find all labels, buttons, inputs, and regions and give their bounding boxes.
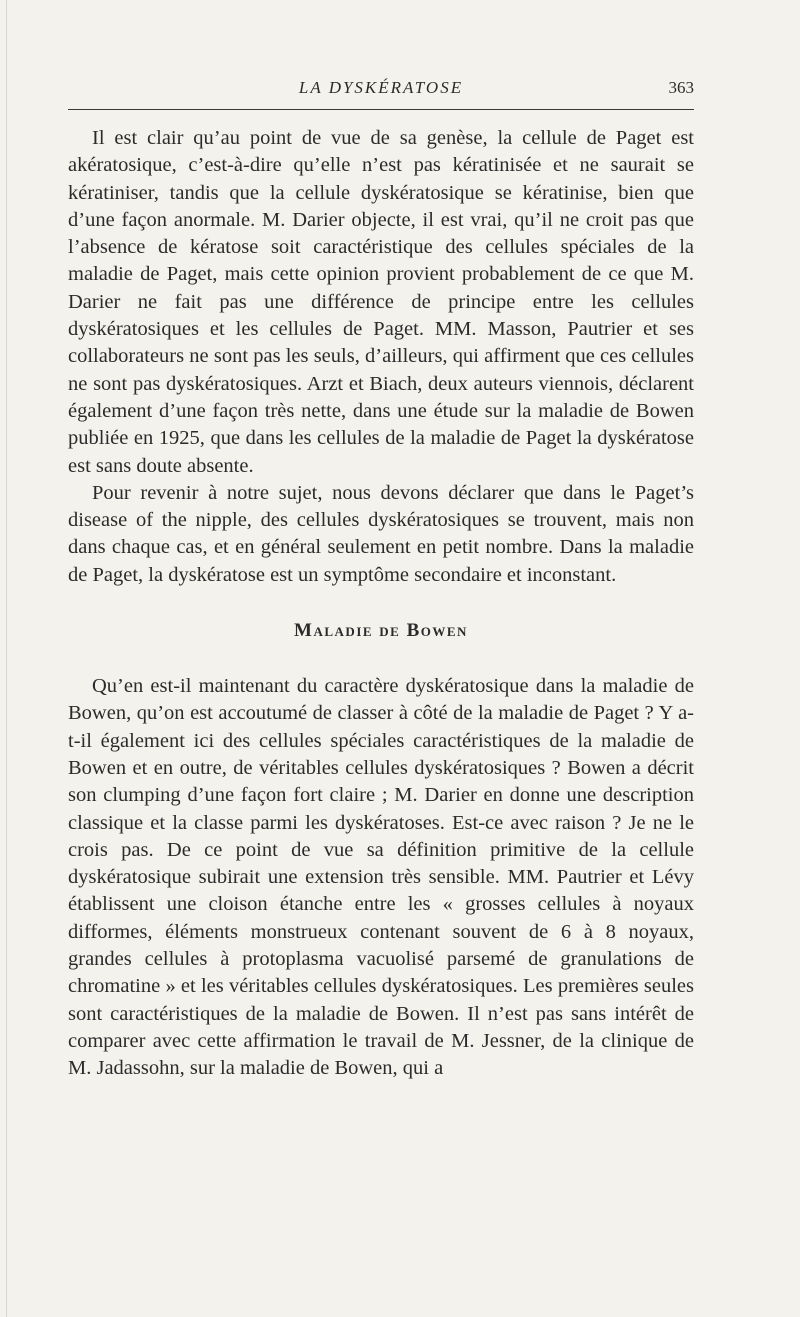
page-number: 363 bbox=[668, 78, 694, 97]
running-title: LA DYSKÉRATOSE bbox=[298, 78, 464, 97]
section-heading: Maladie de Bowen bbox=[294, 620, 468, 642]
paragraph: Qu’en est-il maintenant du caractère dyskératosique dans la maladie de Bowen, qu’on est accoutumé de classer à côté de la maladie de Paget ? Y a-t-il également ici des cellules spéciales caractéristiques de la maladie de Bowen et en outre, de véritables cellules dyskératosiques ? Bowen a décrit son clumping d’une façon fort claire ; M. Darier en donne une description classique et la classe parmi les dyskératoses. Est-ce avec raison ? Je ne le crois pas. De ce point de vue sa définition primitive de la cellule dyskératosique subirait une extension très sensible. MM. Pautrier et Lévy établissent une cloison étanche entre les « grosses cellules à noyaux difformes, éléments monstrueux contenant souvent de 6 à 8 noyaux, grandes cellules à protoplasma vacuolisé parsemé de granulations de chromatine » et les véritables cellules dyskératosiques. Les premières seules sont caractéristiques de la maladie de Bowen. Il n’est pas sans intérêt de comparer avec cette affirmation le travail de M. Jessner, de la clinique de M. Jadassohn, sur la maladie de Bowen, qui a bbox=[68, 675, 694, 1080]
paragraph: Pour revenir à notre sujet, nous devons déclarer que dans le Paget’s disease of the nipple, des cellules dyskératosiques se trouvent, mais non dans chaque cas, et en général seulement en petit nombre. Dans la maladie de Paget, la dyskératose est un symptôme secondaire et inconstant. bbox=[68, 481, 694, 586]
header-rule bbox=[68, 109, 694, 110]
paragraph: Il est clair qu’au point de vue de sa genèse, la cellule de Paget est akératosique, c’est-à-dire qu’elle n’est pas kératinisée et ne saurait se kératiniser, tandis que la cellule dyskératosique se kératinise, bien que d’une façon anormale. M. Darier objecte, il est vrai, qu’il ne croit pas que l’absence de kératose soit caractéristique des cellules spéciales de la maladie de Paget, mais cette opinion provient probablement de ce que M. Darier ne fait pas une différence de principe entre les cellules dyskératosiques et les cellules de Paget. MM. Masson, Pautrier et ses collaborateurs ne sont pas les seuls, d’ailleurs, qui affirment que ces cellules ne sont pas dyskératosiques. Arzt et Biach, deux auteurs viennois, déclarent également d’une façon très nette, dans une étude sur la maladie de Bowen publiée en 1925, que dans les cellules de la maladie de Paget la dyskératose est sans doute absente. bbox=[68, 127, 694, 477]
page-edge-shadow bbox=[6, 0, 7, 1317]
page-header bbox=[68, 78, 694, 108]
body-text bbox=[68, 125, 694, 1083]
